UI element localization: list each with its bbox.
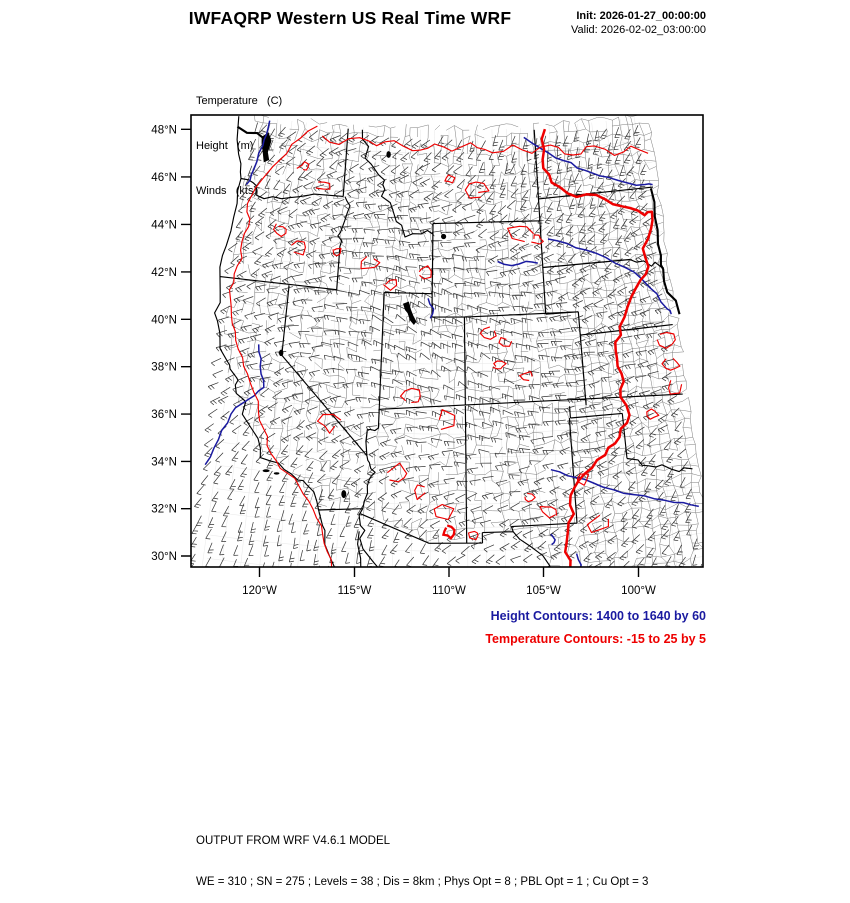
init-value: 2026-01-27_00:00:00 <box>599 10 706 22</box>
legend-row-winds: Winds (kts) <box>196 185 258 197</box>
lake <box>441 234 446 239</box>
lat-tick-label: 34°N <box>151 456 177 469</box>
page-title: IWFAQRP Western US Real Time WRF <box>188 8 512 28</box>
lat-tick-label: 42°N <box>151 266 177 279</box>
legend-row-height: Height (m) <box>196 140 254 152</box>
lat-tick-label: 48°N <box>151 124 177 137</box>
lat-tick-label: 40°N <box>151 314 177 327</box>
footer-model-line: OUTPUT FROM WRF V4.6.1 MODEL <box>196 835 391 847</box>
lake <box>274 472 280 474</box>
lat-tick-label: 38°N <box>151 361 177 374</box>
lon-tick-label: 110°W <box>432 585 466 597</box>
lake <box>341 490 346 498</box>
lat-tick-label: 36°N <box>151 409 177 422</box>
county-lines <box>224 111 716 583</box>
puget-sound <box>262 133 270 161</box>
valid-label: Valid: <box>571 23 598 36</box>
init-label: Init: <box>576 10 597 22</box>
lake <box>279 350 283 356</box>
lat-tick-label: 44°N <box>151 219 177 232</box>
lat-tick-label: 46°N <box>151 171 177 184</box>
lon-tick-label: 115°W <box>337 585 372 597</box>
lake <box>263 469 270 472</box>
lon-tick-label: 100°W <box>621 585 656 597</box>
lake <box>386 151 390 158</box>
footer-config-line: WE = 310 ; SN = 275 ; Levels = 38 ; Dis = 8km ; Phys Opt = 8 ; PBL Opt = 1 ; Cu Opt = 3 <box>196 875 649 888</box>
height-contours-note: Height Contours: 1400 to 1640 by 60 <box>490 609 706 623</box>
model-footer <box>196 808 648 903</box>
lon-tick-label: 105°W <box>526 585 561 597</box>
temperature-contours-note: Temperature Contours: -15 to 25 by 5 <box>485 632 706 646</box>
lat-tick-label: 30°N <box>151 551 177 563</box>
lon-tick-label: 120°W <box>242 585 277 597</box>
legend-row-temperature: Temperature (C) <box>196 95 283 107</box>
valid-value: 2026-02-02_03:00:00 <box>600 23 706 36</box>
lat-tick-label: 32°N <box>151 503 177 516</box>
